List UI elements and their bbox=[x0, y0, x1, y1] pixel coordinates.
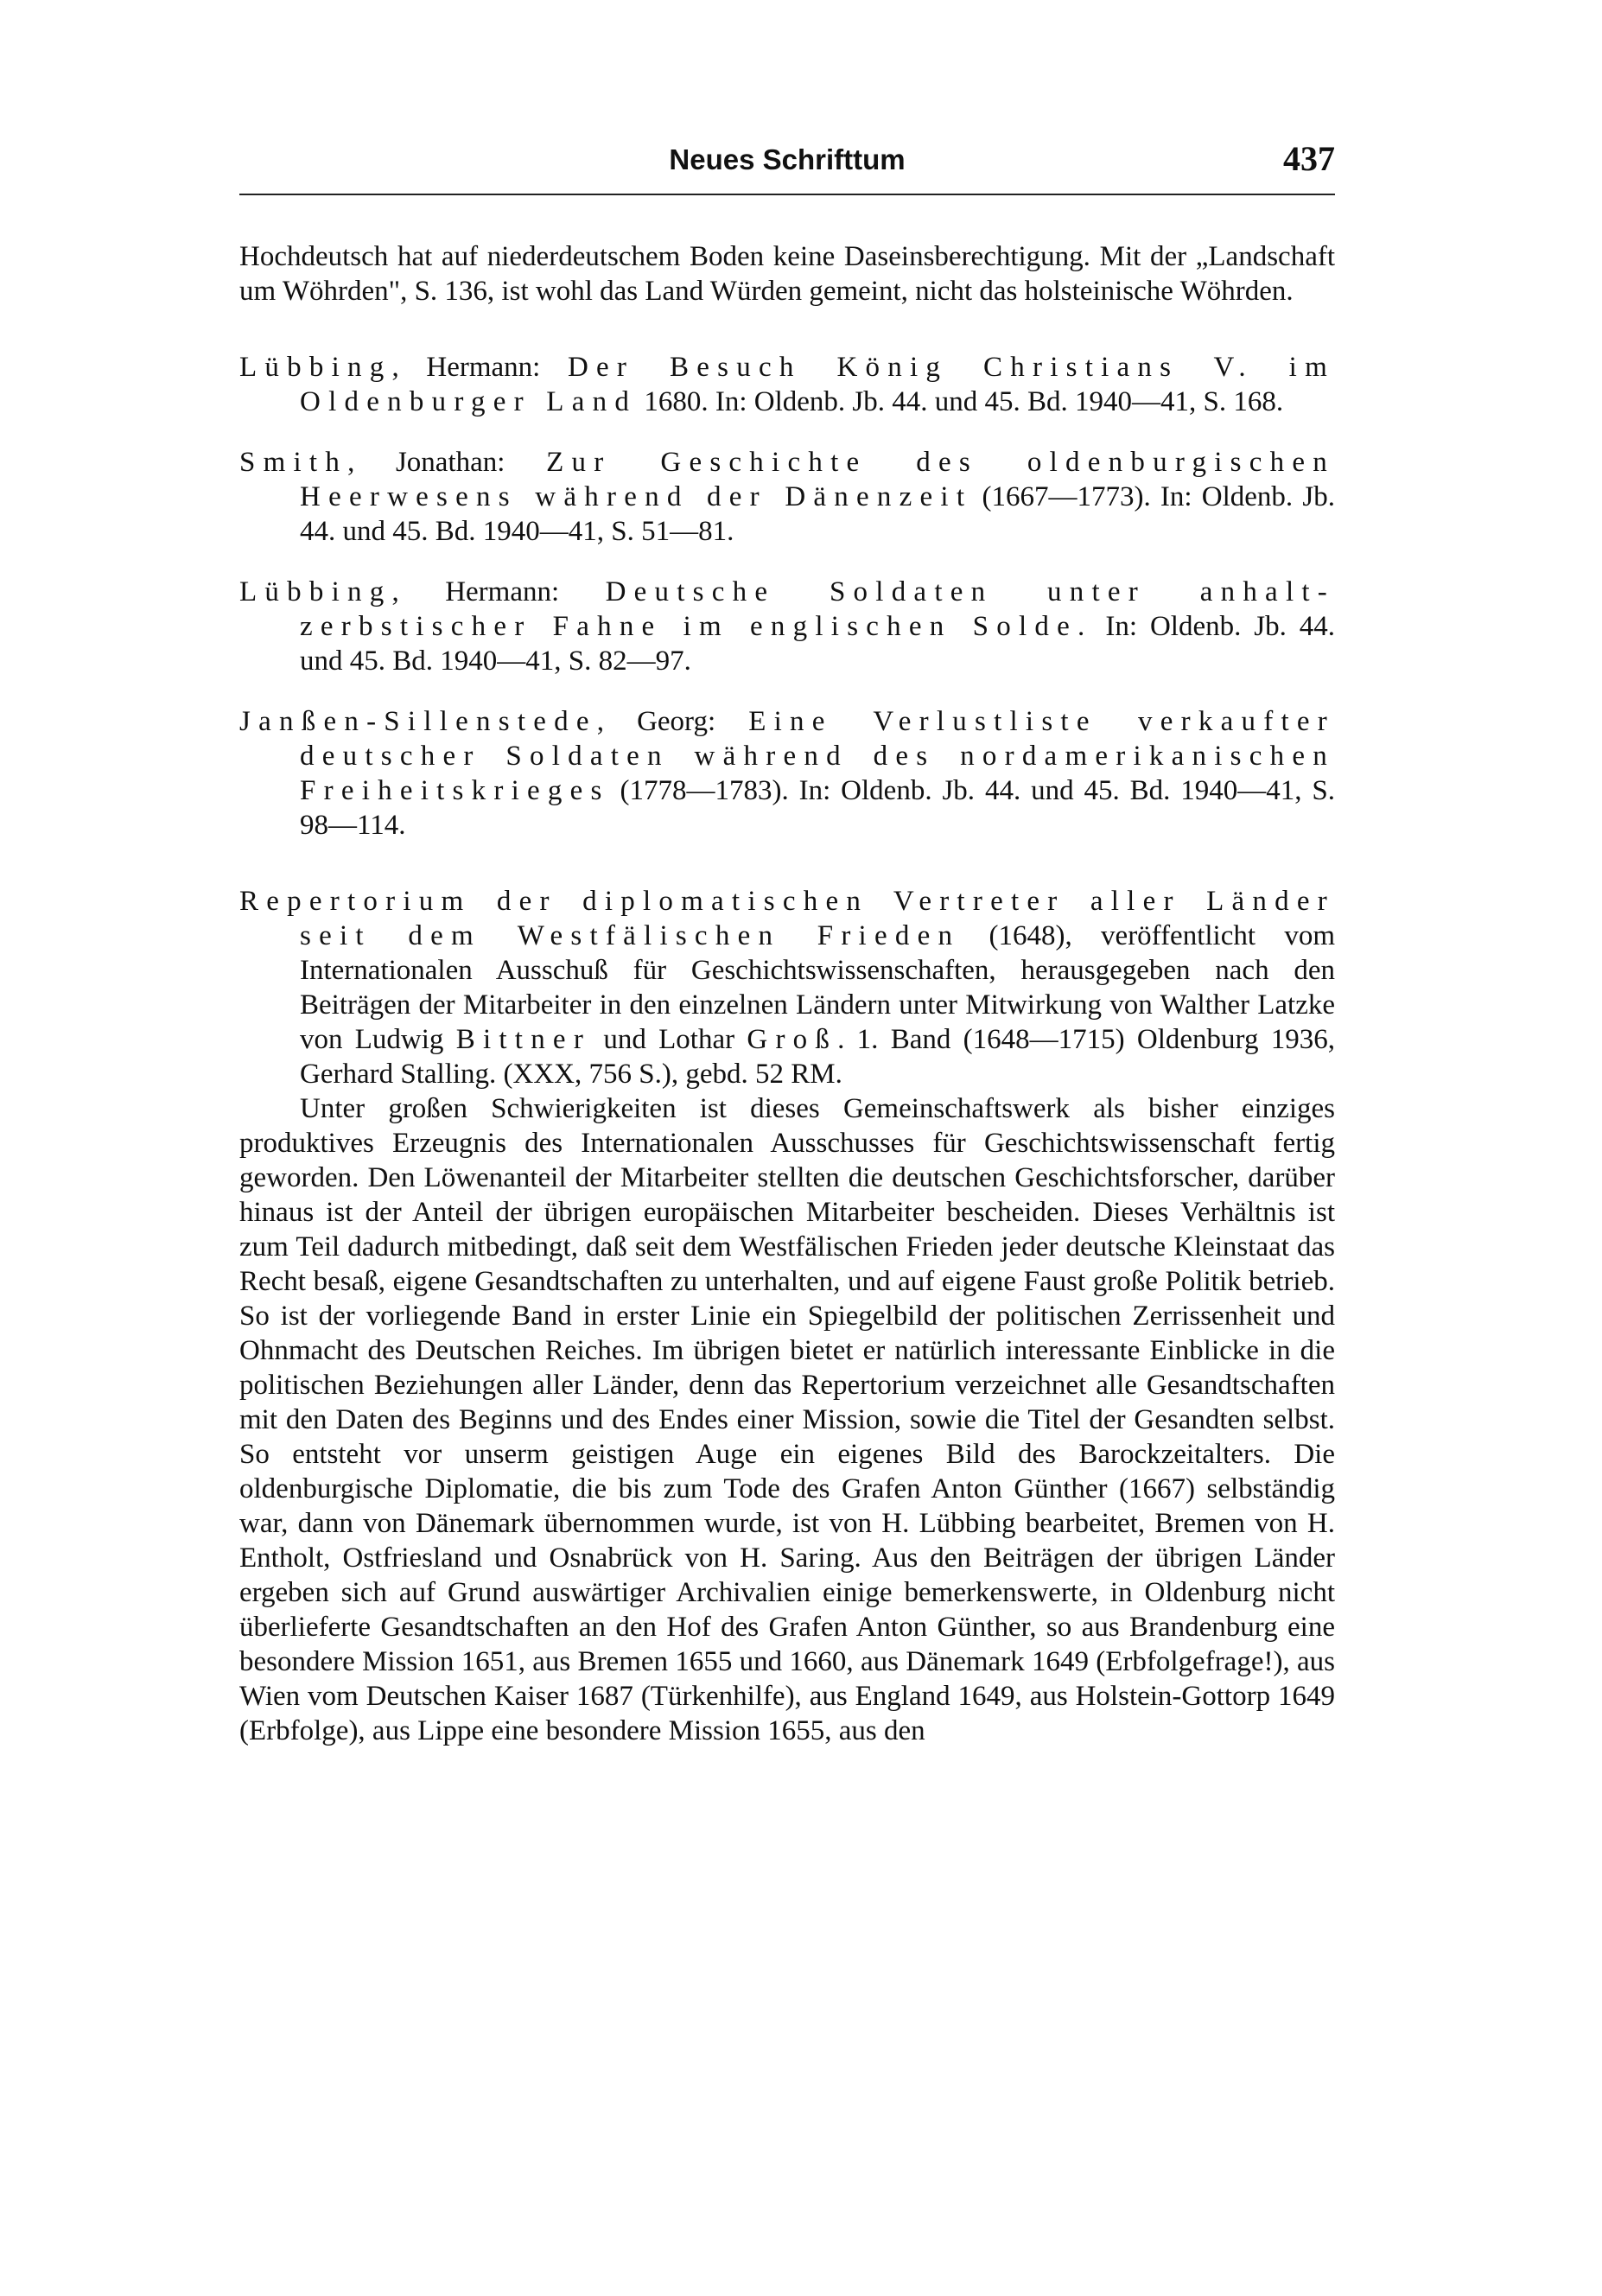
review-heading-entry bbox=[239, 884, 1335, 1091]
entry-author-rest: , Jonathan: bbox=[347, 447, 547, 478]
entry-title: Zur Geschichte des oldenburgischen Heerwesens während der Dänenzeit bbox=[300, 447, 1335, 512]
entry-title: Deutsche Soldaten unter anhalt-zerbstischer Fahne im englischen Solde. bbox=[300, 576, 1335, 642]
header-rule bbox=[239, 194, 1335, 195]
editor-name: Groß bbox=[747, 1024, 838, 1055]
running-title: Neues Schrifttum bbox=[669, 143, 906, 175]
entry-author: Janßen-Sillenstede bbox=[239, 706, 597, 737]
entry-title: Der Besuch König Christians V. im Oldenburger Land bbox=[300, 352, 1335, 417]
entry-author-rest: , Georg: bbox=[596, 706, 749, 737]
entry-rest: (1667—1773). In: Oldenb. Jb. 44. und 45. Bd. 1940—41, S. 51—81. bbox=[300, 481, 1335, 547]
page-number: 437 bbox=[1283, 139, 1335, 178]
entry-rest: In: Oldenb. Jb. 44. und 45. Bd. 1940—41, S. 82—97. bbox=[300, 611, 1335, 677]
review-book-title: Repertorium der diplomatischen Vertreter aller Länder seit dem Westfälischen Frieden bbox=[239, 886, 1335, 951]
entry-author: Lübbing bbox=[239, 352, 392, 383]
entry-title: Eine Verlustliste verkaufter deutscher Soldaten während des nordamerikanischen Freiheitskrieges bbox=[300, 706, 1335, 806]
entry-author-rest: , Hermann: bbox=[391, 352, 568, 383]
intro-paragraph: Hochdeutsch hat auf niederdeutschem Boden keine Daseinsberechtigung. Mit der „Landschaft um Wöhrden", S. 136, ist wohl das Land Würden gemeint, nicht das holsteinische Wöhrden. bbox=[239, 241, 1335, 307]
review-text: Unter großen Schwierigkeiten ist dieses Gemeinschaftswerk als bisher einziges produktives Erzeugnis des Internationalen Ausschusses für Geschichtswissenschaft fertig geworden. Den Löwenanteil der Mitarbeiter stellten die deutschen Geschichtsforscher, darüber hinaus ist der Anteil der übrigen europäischen Mitarbeiter bescheiden. Dieses Verhältnis ist zum Teil dadurch mitbedingt, daß seit dem Westfälischen Frieden jeder deutsche Kleinstaat das Recht besaß, eigene Gesandtschaften zu unterhalten, und auf eigene Faust große Politik betrieb. So ist der vorliegende Band in erster Linie ein Spiegelbild der politischen Zerrissenheit und Ohnmacht des Deutschen Reiches. Im übrigen bietet er natürlich interessante Einblicke in die politischen Beziehungen aller Länder, denn das Repertorium verzeichnet alle Gesandtschaften mit den Daten des Beginns und des Endes einer Mission, sowie die Titel der Gesandten selbst. So entsteht vor unserm geistigen Auge ein eigenes Bild des Barockzeitalters. Die oldenburgische Diplomatie, die bis zum Tode des Grafen Anton Günther (1667) selbständig war, dann von Dänemark übernommen wurde, ist von H. Lübbing bearbeitet, Bremen von H. Entholt, Ostfriesland und Osnabrück von H. Saring. Aus den Beiträgen der übrigen Länder ergeben sich auf Grund auswärtiger Archivalien einige bemerkenswerte, in Oldenburg nicht überlieferte Gesandtschaften an den Hof des Grafen Anton Günther, so aus Brandenburg eine besondere Mission 1651, aus Bremen 1655 und 1660, aus Dänemark 1649 (Erbfolgefrage!), aus Wien vom Deutschen Kaiser 1687 (Türkenhilfe), aus England 1649, aus Holstein-Gottorp 1649 (Erbfolge), aus Lippe eine besondere Mission 1655, aus den bbox=[239, 1093, 1335, 1746]
bibliography-entry bbox=[239, 445, 1335, 549]
bibliography-entry bbox=[239, 704, 1335, 843]
review-book-details: . 1. Band (1648—1715) Oldenburg 1936, Gerhard Stalling. (XXX, 756 S.), gebd. 52 RM. bbox=[300, 1024, 1335, 1090]
bibliography-entry bbox=[239, 350, 1335, 419]
entry-rest: (1778—1783). In: Oldenb. Jb. 44. und 45. Bd. 1940—41, S. 98—114. bbox=[300, 775, 1335, 841]
bibliography-entry bbox=[239, 575, 1335, 678]
entry-author: Smith bbox=[239, 447, 348, 478]
review-book-details: (1648), veröffentlicht vom Internationalen Ausschuß für Geschichtswissenschaften, herausgegeben nach den Beiträgen der Mitarbeiter in den einzelnen Ländern unter Mitwirkung von Walther Latzke von Ludwig bbox=[300, 920, 1335, 1055]
entry-author: Lübbing bbox=[239, 576, 392, 607]
entry-rest: 1680. In: Oldenb. Jb. 44. und 45. Bd. 1940—41, S. 168. bbox=[637, 386, 1284, 417]
entry-author-rest: , Hermann: bbox=[391, 576, 606, 607]
page-header bbox=[239, 139, 1335, 195]
page-body bbox=[239, 239, 1335, 1748]
review-book-details: und Lothar bbox=[591, 1024, 747, 1055]
editor-name: Bittner bbox=[455, 1024, 592, 1055]
